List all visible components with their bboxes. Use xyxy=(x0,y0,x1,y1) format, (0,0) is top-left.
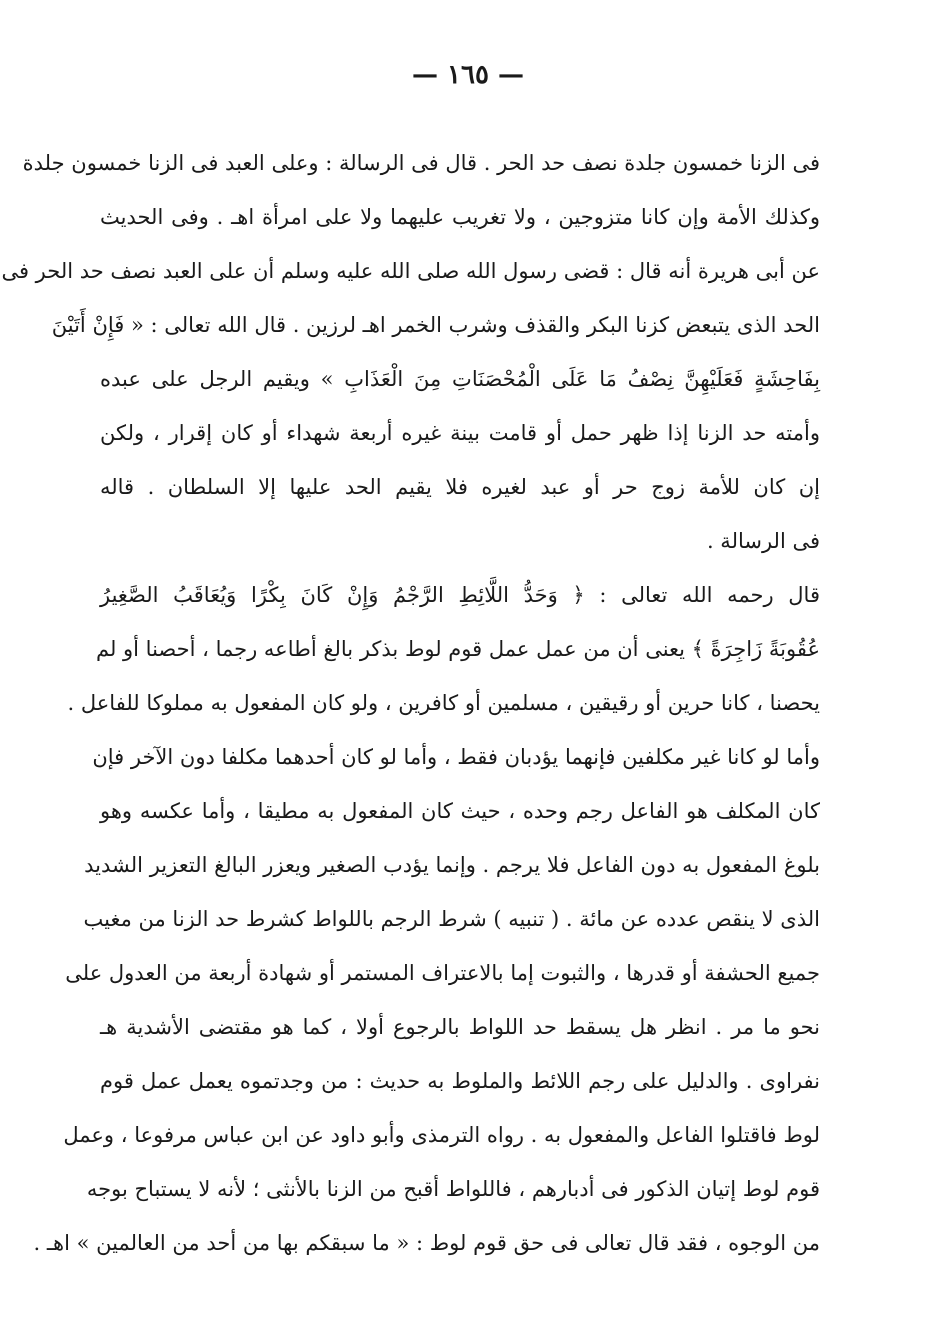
text-line: عُقُوبَةً زَاجِرَةً ﴾ يعنى أن من عمل عمل قوم لوط بذكر بالغ أطاعه رجما ، أحصنا أو لم xyxy=(95,637,820,661)
text-line: لوط فاقتلوا الفاعل والمفعول به . رواه الترمذى وأبو داود عن ابن عباس مرفوعا ، وعمل xyxy=(63,1123,820,1147)
text-line: إن كان للأمة زوج حر أو عبد لغيره فلا يقيم الحد عليها إلا السلطان . قاله xyxy=(100,475,820,499)
text-line: بِفَاحِشَةٍ فَعَلَيْهِنَّ نِصْفُ مَا عَلَى الْمُحْصَنَاتِ مِنَ الْعَذَابِ » ويقيم الرجل على عبده xyxy=(100,367,820,391)
text-line: نفراوى . والدليل على رجم اللائط والملوط به حديث : من وجدتموه يعمل عمل قوم xyxy=(100,1069,820,1093)
text-line: عن أبى هريرة أنه قال : قضى رسول الله صلى الله عليه وسلم أن على العبد نصف حد الحر فى xyxy=(1,259,820,283)
text-line: الذى لا ينقص عدده عن مائة . ( تنبيه ) شرط الرجم باللواط كشرط حد الزنا من مغيب xyxy=(83,907,820,931)
text-line: بلوغ المفعول به دون الفاعل فلا يرجم . وإنما يؤدب الصغير ويعزر البالغ التعزير الشديد xyxy=(84,853,820,877)
text-line: من الوجوه ، فقد قال تعالى فى حق قوم لوط : « ما سبقكم بها من أحد من العالمين » اهـ . xyxy=(33,1231,820,1255)
text-line: فى الرسالة . xyxy=(706,529,820,553)
text-line: قال رحمه الله تعالى : ﴿ وَحَدُّ اللَّائِطِ الرَّجْمُ وَإِنْ كَانَ بِكْرًا وَيُعَاقَبُ الصَّغِيرُ xyxy=(100,583,820,607)
paragraph-2 xyxy=(33,568,820,1270)
page-number: — ١٦٥ — xyxy=(411,60,525,90)
text-line: جميع الحشفة أو قدرها ، والثبوت إما بالاعتراف المستمر أو شهادة أربعة من العدول على xyxy=(65,961,820,985)
text-line: الحد الذى يتبعض كزنا البكر والقذف وشرب الخمر اهـ لرزين . قال الله تعالى : « فَإِنْ أَتَيْنَ xyxy=(51,313,820,337)
text-line: قوم لوط إتيان الذكور فى أدبارهم ، فاللواط أقبح من الزنا بالأنثى ؛ لأنه لا يستباح بوجه xyxy=(86,1177,820,1201)
text-line: يحصنا ، كانا حرين أو رقيقين ، مسلمين أو كافرين ، ولو كان المفعول به مملوكا للفاعل . xyxy=(67,691,820,715)
text-line: وأمته حد الزنا إذا ظهر حمل أو قامت بينة غيره أربعة شهداء أو كان إقرار ، ولكن xyxy=(100,421,820,445)
text-line: فى الزنا خمسون جلدة نصف حد الحر . قال فى الرسالة : وعلى العبد فى الزنا خمسون جلدة xyxy=(22,151,820,175)
text-line: وأما لو كانا غير مكلفين فإنهما يؤدبان فقط ، وأما لو كان أحدهما مكلفا دون الآخر فإن xyxy=(92,745,820,769)
text-line: وكذلك الأمة وإن كانا متزوجين ، ولا تغريب عليهما ولا على امرأة اهـ . وفى الحديث xyxy=(100,205,820,229)
text-line: نحو ما مر . انظر هل يسقط حد اللواط بالرجوع أولا ، كما هو مقتضى الأشدية هـ xyxy=(100,1015,820,1039)
text-line: كان المكلف هو الفاعل رجم وحده ، حيث كان المفعول به مطيقا ، وأما عكسه وهو xyxy=(100,799,820,823)
paragraph-1 xyxy=(1,136,820,568)
